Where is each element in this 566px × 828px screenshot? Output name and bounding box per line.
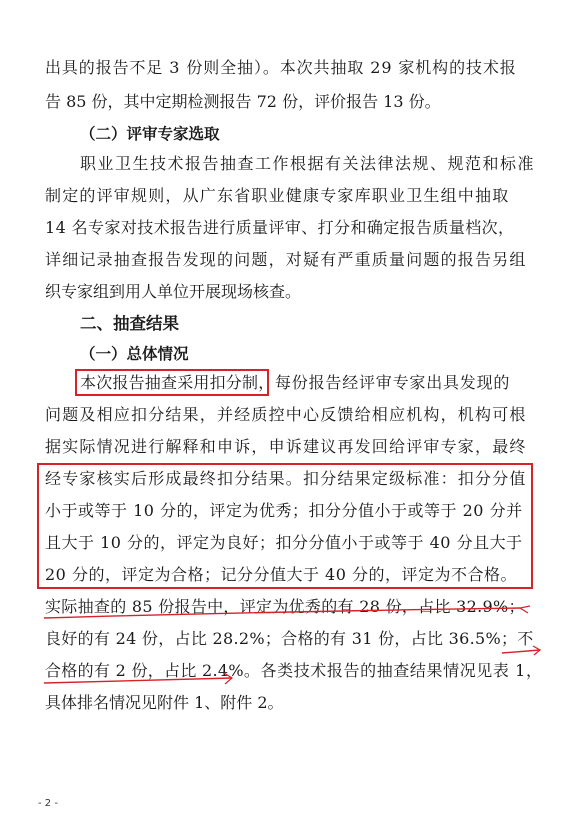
underline-mark [44,608,520,618]
text-line: 职业卫生技术报告抽查工作根据有关法律法规、规范和标准 [80,154,536,173]
text-line: 详细记录抽查报告发现的问题，对疑有严重质量问题的报告另组 [45,250,527,269]
text-line: 具体排名情况见附件 1、附件 2。 [45,693,284,712]
underline-mark [502,650,540,653]
text-line: 据实际情况进行解释和申诉，申诉建议再发回给评审专家，最终 [45,437,527,456]
text-line: 出具的报告不足 3 份则全抽）。本次共抽取 29 家机构的技术报 [45,58,517,77]
text-segment: 。各类技术报告的抽查结果情况见表 1， [243,661,543,680]
text-line: 实际抽查的 85 份报告中，评定为优秀的有 28 份，占比 32.9%； [45,597,525,616]
text-line: 20 分的，评定为合格；记分分值大于 40 分的，评定为不合格。 [45,565,517,584]
text-line: 小于或等于 10 分的，评定为优秀；扣分分值小于或等于 20 分并 [45,501,523,520]
section-heading: （二）评审专家选取 [80,125,220,143]
section-heading: 二、抽查结果 [80,314,179,333]
text-line: 经专家核实后形成最终扣分结果。扣分结果定级标准：扣分分值 [45,469,527,488]
arrow-mark [520,606,530,613]
text-line: 14 名专家对技术报告进行质量评审、打分和确定报告质量档次， [45,218,515,237]
highlighted-phrase: 本次报告抽查采用扣分制 [80,373,259,392]
text-line: 良好的有 24 份，占比 28.2%；合格的有 31 份，占比 36.5%；不 [45,629,534,648]
subsection-heading: （一）总体情况 [80,345,189,363]
underlined-phrase: 合格的有 2 份，占比 2.4% [45,661,244,680]
text-line: 告 85 份，其中定期检测报告 72 份，评价报告 13 份。 [45,92,441,111]
text-line: 且大于 10 分的，评定为良好；扣分分值小于或等于 40 分且大于 [45,533,523,552]
text-line: 制定的评审规则，从广东省职业健康专家库职业卫生组中抽取 [45,186,510,205]
text-segment: ，每份报告经评审专家出具发现的 [258,373,511,392]
underline-mark [44,678,232,683]
page-number: - 2 - [38,798,58,809]
text-line: 问题及相应扣分结果，并经质控中心反馈给相应机构，机构可根 [45,405,527,424]
text-line: 织专家组到用人单位开展现场核查。 [45,282,302,301]
